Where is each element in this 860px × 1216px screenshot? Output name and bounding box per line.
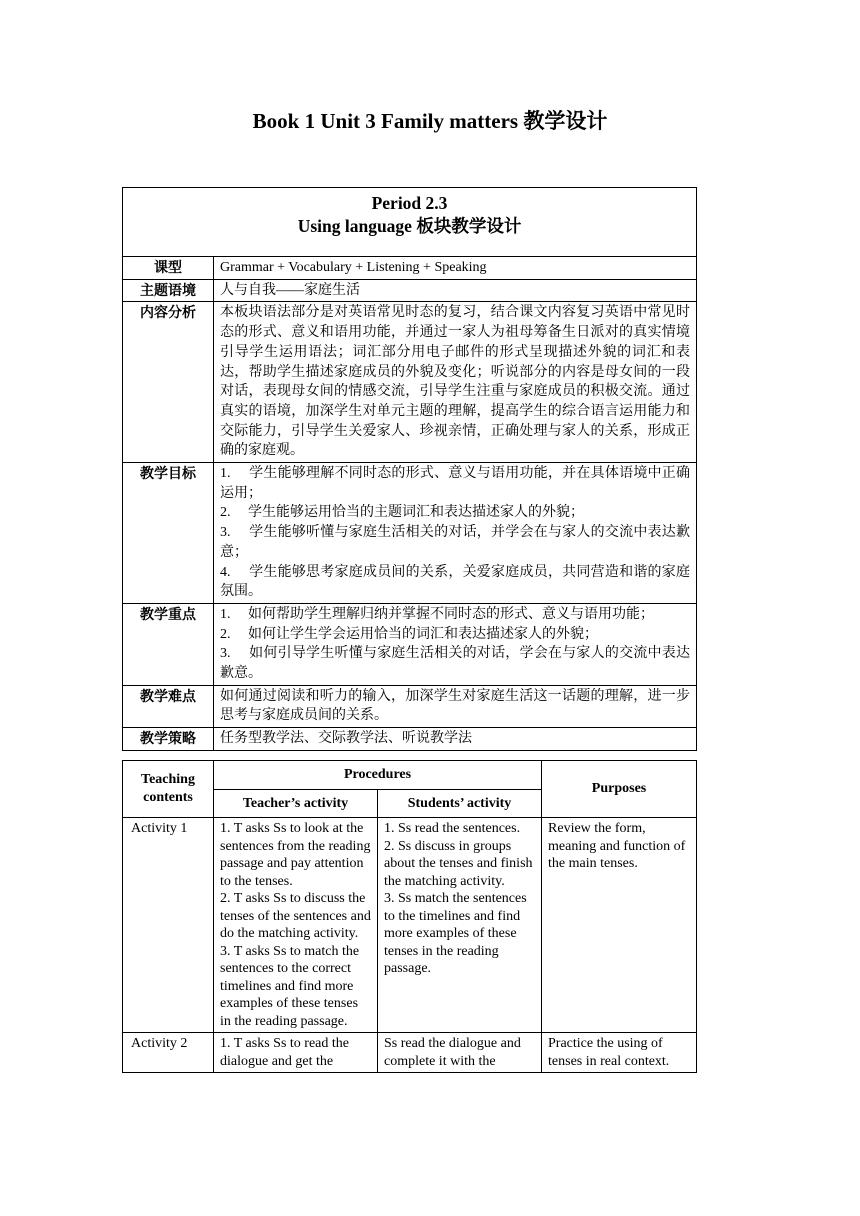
info-label: 内容分析 — [123, 302, 214, 463]
info-label: 课型 — [123, 257, 214, 280]
info-row-strategies — [123, 728, 697, 751]
document-title: Book 1 Unit 3 Family matters 教学设计 — [252, 109, 608, 133]
key-point-item: 3. 如何引导学生听懂与家庭生活相关的对话，学会在与家人的交流中表达歉意。 — [220, 646, 691, 682]
info-value — [214, 603, 697, 685]
teacher-activity-cell: 1. T asks Ss to read the dialogue and get the — [214, 1033, 378, 1073]
students-activity-cell: 1. Ss read the sentences. 2. Ss discuss in groups about the tenses and finish the matching activity. 3. Ss match the sentences to the timelines and find more examples of these tenses in the reading passage. — [378, 818, 542, 1033]
procedure-table — [122, 760, 697, 1073]
info-value: 人与自我——家庭生活 — [214, 279, 697, 302]
info-label: 教学策略 — [123, 728, 214, 751]
objective-item: 4. 学生能够思考家庭成员间的关系，关爱家庭成员，共同营造和谐的家庭氛围。 — [220, 564, 691, 600]
info-label: 教学重点 — [123, 603, 214, 685]
purpose-cell: Practice the using of tenses in real context. — [542, 1033, 697, 1073]
info-label: 教学目标 — [123, 463, 214, 604]
info-row-difficulties — [123, 685, 697, 727]
procedure-header-row — [123, 761, 697, 790]
activity-row — [123, 818, 697, 1033]
info-value: 任务型教学法、交际教学法、听说教学法 — [214, 728, 697, 751]
header-purposes: Purposes — [542, 761, 697, 818]
info-row-key-points — [123, 603, 697, 685]
info-value — [214, 463, 697, 604]
period-number: Period 2.3 — [371, 193, 448, 213]
info-row-teaching-objectives — [123, 463, 697, 604]
period-header — [123, 188, 697, 257]
students-activity-cell: Ss read the dialogue and complete it with the — [378, 1033, 542, 1073]
info-value: 本板块语法部分是对英语常见时态的复习，结合课文内容复习英语中常见时态的形式、意义和语用功能，并通过一家人为祖母筹备生日派对的真实情境引导学生运用语法；词汇部分用电子邮件的形式呈现描述外貌的词汇和表达，帮助学生描述家庭成员的外貌及变化；听说部分的内容是母女间的一段对话，表现母女间的情感交流，引导学生注重与家庭成员的积极交流。通过真实的语境，加深学生对单元主题的理解，提高学生的综合语言运用能力和交际能力，引导学生关爱家人、珍视亲情，正确处理与家人的关系，形成正确的家庭观。 — [214, 302, 697, 463]
header-students-activity: Students’ activity — [378, 790, 542, 818]
period-subtitle: Using language 板块教学设计 — [297, 216, 522, 236]
lesson-info-table — [122, 187, 697, 751]
info-value: Grammar + Vocabulary + Listening + Speaking — [214, 257, 697, 280]
info-row-theme-context — [123, 279, 697, 302]
key-point-item: 2. 如何让学生学会运用恰当的词汇和表达描述家人的外貌； — [220, 626, 598, 642]
teacher-activity-cell: 1. T asks Ss to look at the sentences from the reading passage and pay attention to the tenses. 2. T asks Ss to discuss the tenses of the sentences and do the matching activity. 3. T asks Ss to match the sentences to the correct timelines and find more examples of these tenses in the reading passage. — [214, 818, 378, 1033]
info-label: 主题语境 — [123, 279, 214, 302]
activity-label: Activity 2 — [123, 1033, 214, 1073]
activity-row — [123, 1033, 697, 1073]
info-label: 教学难点 — [123, 685, 214, 727]
key-point-item: 1. 如何帮助学生理解归纳并掌握不同时态的形式、意义与语用功能； — [220, 606, 654, 622]
info-value: 如何通过阅读和听力的输入，加深学生对家庭生活这一话题的理解，进一步思考与家庭成员间的关系。 — [214, 685, 697, 727]
activity-label: Activity 1 — [123, 818, 214, 1033]
header-teacher-activity: Teacher’s activity — [214, 790, 378, 818]
header-teaching-contents: Teaching contents — [123, 761, 214, 818]
header-procedures: Procedures — [214, 761, 542, 790]
info-row-lesson-type — [123, 257, 697, 280]
objective-item: 3. 学生能够听懂与家庭生活相关的对话，并学会在与家人的交流中表达歉意； — [220, 525, 691, 560]
objective-item: 1. 学生能够理解不同时态的形式、意义与语用功能，并在具体语境中正确运用； — [220, 466, 691, 501]
objective-item: 2. 学生能够运用恰当的主题词汇和表达描述家人的外貌； — [220, 505, 584, 521]
purpose-cell: Review the form, meaning and function of the main tenses. — [542, 818, 697, 1033]
period-header-row — [123, 188, 697, 257]
info-row-content-analysis — [123, 302, 697, 463]
